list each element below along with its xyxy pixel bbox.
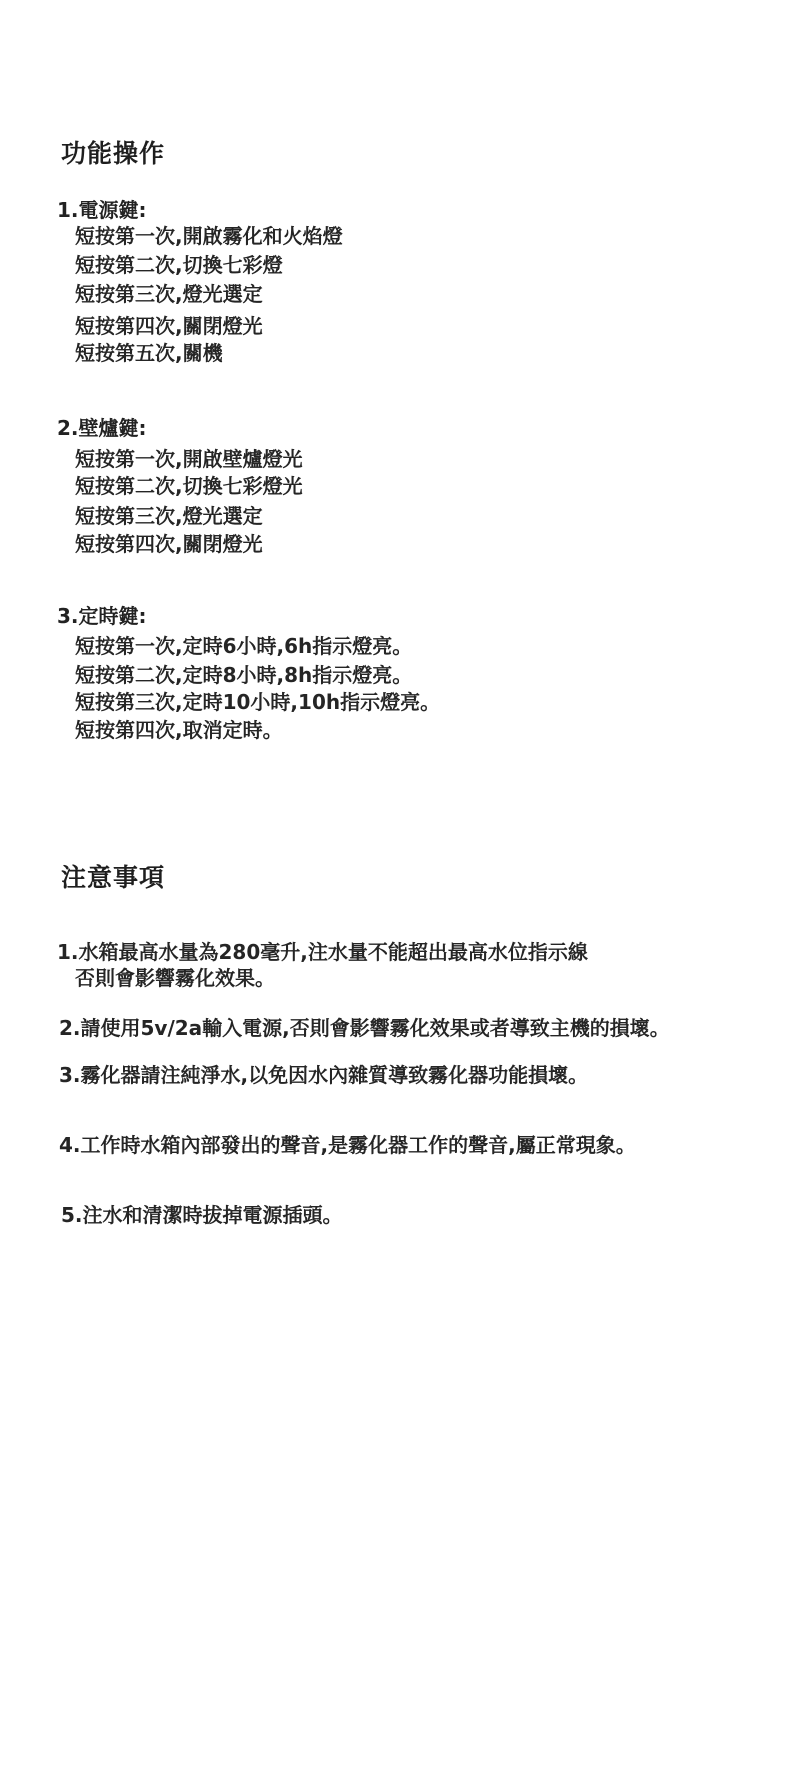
timer-key-line-4: 短按第四次,取消定時。 [75,718,283,742]
fireplace-key-line-2: 短按第二次,切換七彩燈光 [75,474,303,498]
note-4: 4.工作時水箱內部發出的聲音,是霧化器工作的聲音,屬正常現象。 [59,1133,636,1157]
timer-key-line-1: 短按第一次,定時6小時,6h指示燈亮。 [75,634,413,658]
notes-heading: 注意事項 [61,863,166,892]
note-2: 2.請使用5v/2a輸入電源,否則會影響霧化效果或者導致主機的損壞。 [59,1016,670,1040]
fireplace-key-line-4: 短按第四次,關閉燈光 [75,532,263,556]
fireplace-key-line-1: 短按第一次,開啟壁爐燈光 [75,447,303,471]
fireplace-key-line-3: 短按第三次,燈光選定 [75,504,263,528]
timer-key-line-3: 短按第三次,定時10小時,10h指示燈亮。 [75,690,441,714]
fireplace-key-title: 2.壁爐鍵: [57,416,147,440]
power-key-line-5: 短按第五次,關機 [75,341,223,365]
operation-heading: 功能操作 [61,139,166,168]
note-1: 1.水箱最高水量為280毫升,注水量不能超出最高水位指示線 [57,940,588,964]
power-key-line-2: 短按第二次,切換七彩燈 [75,253,283,277]
timer-key-title: 3.定時鍵: [57,604,147,628]
note-5: 5.注水和清潔時拔掉電源插頭。 [61,1203,343,1227]
timer-key-line-2: 短按第二次,定時8小時,8h指示燈亮。 [75,663,413,687]
power-key-line-4: 短按第四次,關閉燈光 [75,314,263,338]
note-1-continued: 否則會影響霧化效果。 [75,966,275,990]
power-key-line-3: 短按第三次,燈光選定 [75,282,263,306]
power-key-line-1: 短按第一次,開啟霧化和火焰燈 [75,224,343,248]
note-3: 3.霧化器請注純淨水,以免因水內雜質導致霧化器功能損壞。 [59,1063,589,1087]
power-key-title: 1.電源鍵: [57,198,147,222]
